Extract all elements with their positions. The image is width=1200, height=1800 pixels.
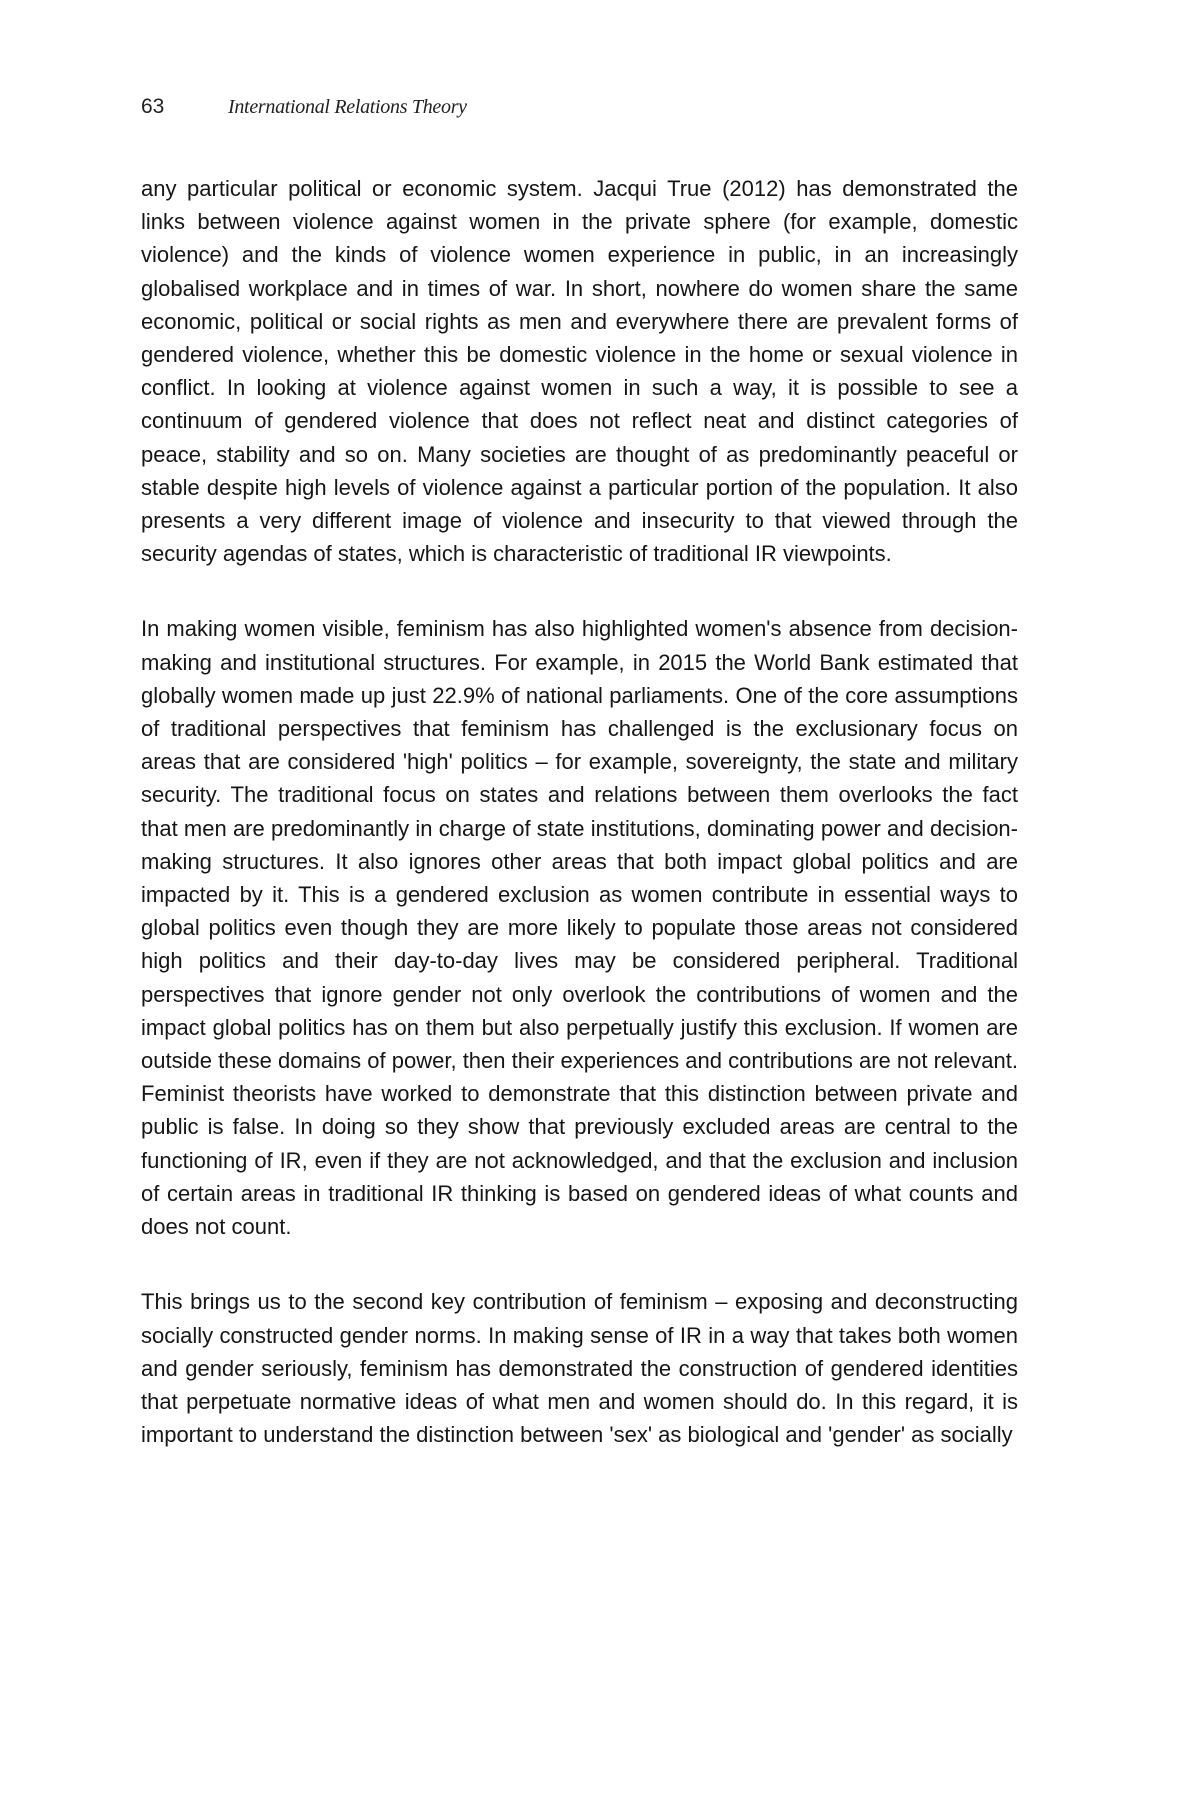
running-header	[141, 95, 1041, 127]
book-title: International Relations Theory	[228, 96, 467, 118]
paragraph-3: This brings us to the second key contribution of feminism – exposing and deconstructing socially constructed gender norms. In making sense of IR in a way that takes both women and gender seriously, feminism has demonstrated the construction of gendered identities that perpetuate normative ideas of what men and women should do. In this regard, it is important to understand the distinction between 'sex' as biological and 'gender' as socially	[141, 1289, 1018, 1448]
body-text	[141, 172, 1018, 1451]
paragraph-1: any particular political or economic system. Jacqui True (2012) has demonstrated the links between violence against women in the private sphere (for example, domestic violence) and the kinds of violence women experience in public, in an increasingly globalised workplace and in times of war. In short, nowhere do women share the same economic, political or social rights as men and everywhere there are prevalent forms of gendered violence, whether this be domestic violence in the home or sexual violence in conflict. In looking at violence against women in such a way, it is possible to see a continuum of gendered violence that does not reflect neat and distinct categories of peace, stability and so on. Many societies are thought of as predominantly peaceful or stable despite high levels of violence against a particular portion of the population. It also presents a very different image of violence and insecurity to that viewed through the security agendas of states, which is characteristic of traditional IR viewpoints.	[141, 176, 1018, 567]
page-number: 63	[141, 95, 165, 118]
paragraph-2: In making women visible, feminism has also highlighted women's absence from decision-making and institutional structures. For example, in 2015 the World Bank estimated that globally women made up just 22.9% of national parliaments. One of the core assumptions of traditional perspectives that feminism has challenged is the exclusionary focus on areas that are considered 'high' politics – for example, sovereignty, the state and military security. The traditional focus on states and relations between them overlooks the fact that men are predominantly in charge of state institutions, dominating power and decision-making structures. It also ignores other areas that both impact global politics and are impacted by it. This is a gendered exclusion as women contribute in essential ways to global politics even though they are more likely to populate those areas not considered high politics and their day-to-day lives may be considered peripheral. Traditional perspectives that ignore gender not only overlook the contributions of women and the impact global politics has on them but also perpetually justify this exclusion. If women are outside these domains of power, then their experiences and contributions are not relevant. Feminist theorists have worked to demonstrate that this distinction between private and public is false. In doing so they show that previously excluded areas are central to the functioning of IR, even if they are not acknowledged, and that the exclusion and inclusion of certain areas in traditional IR thinking is based on gendered ideas of what counts and does not count.	[141, 616, 1018, 1240]
